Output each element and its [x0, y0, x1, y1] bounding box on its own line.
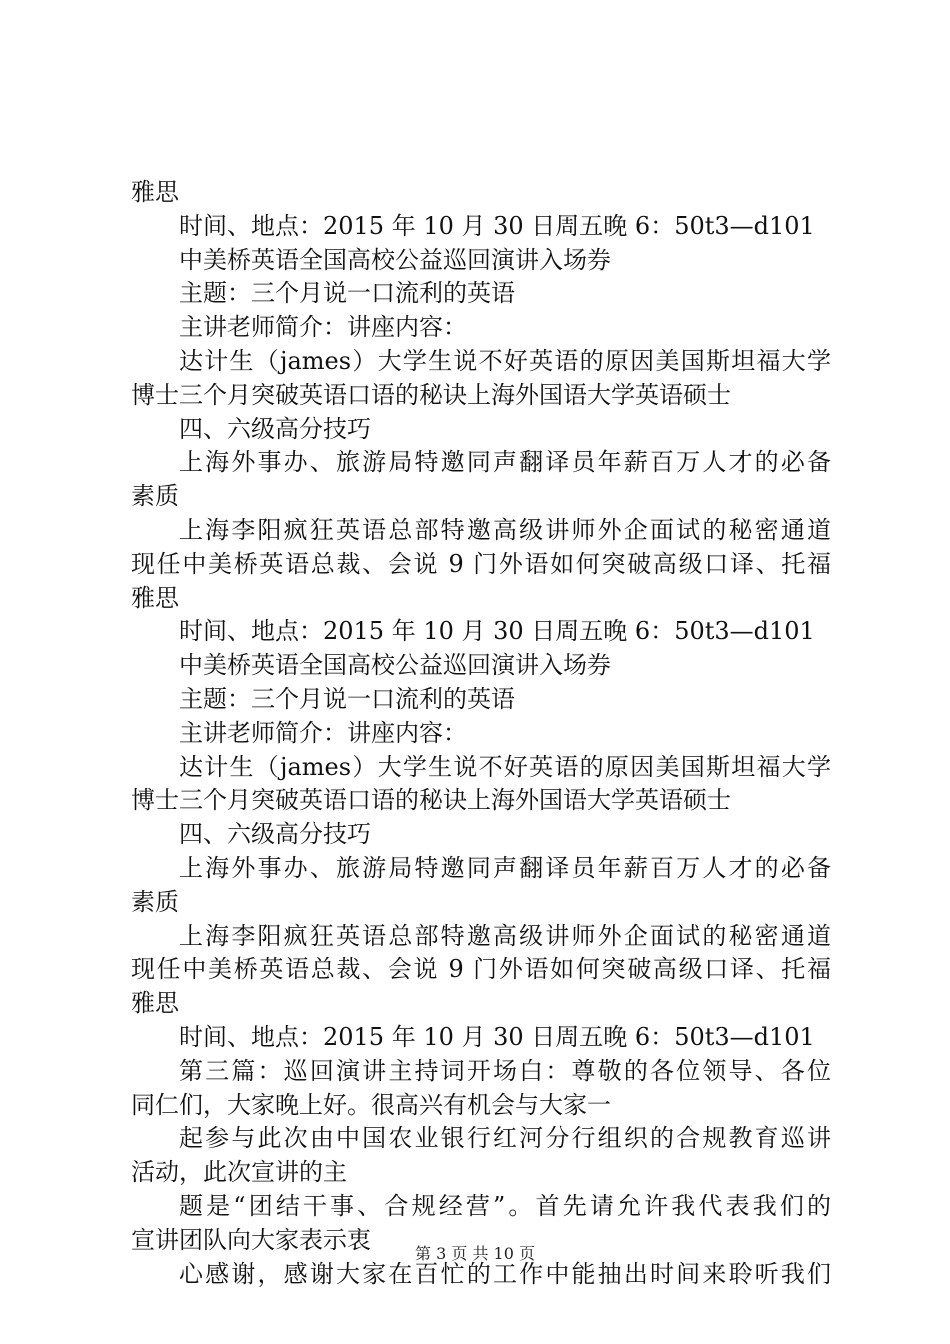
text-line: 博士三个月突破英语口语的秘诀上海外国语大学英语硕士 — [131, 380, 731, 409]
text-line: 时间、地点：2015 年 10 月 30 日周五晚 6：50t3—d101 — [179, 211, 815, 240]
text-line: 素质 — [131, 482, 179, 511]
text-line: 中美桥英语全国高校公益巡回演讲入场券 — [179, 245, 611, 274]
text-line: 现任中美桥英语总裁、会说 9 门外语如何突破高级口译、托福 — [131, 549, 831, 578]
text-line: 主讲老师简介：讲座内容： — [179, 718, 467, 747]
text-line: 题是“团结干事、合规经营”。首先请允许我代表我们的 — [179, 1191, 831, 1220]
text-line: 素质 — [131, 887, 179, 916]
text-line: 上海李阳疯狂英语总部特邀高级讲师外企面试的秘密通道 — [179, 515, 831, 544]
text-line: 第三篇：巡回演讲主持词开场白：尊敬的各位领导、各位 — [179, 1056, 831, 1085]
text-line: 上海外事办、旅游局特邀同声翻译员年薪百万人才的必备 — [179, 448, 831, 477]
text-line: 现任中美桥英语总裁、会说 9 门外语如何突破高级口译、托福 — [131, 955, 831, 984]
text-line: 活动，此次宣讲的主 — [131, 1158, 347, 1187]
text-line: 四、六级高分技巧 — [179, 820, 371, 849]
text-line: 达计生（james）大学生说不好英语的原因美国斯坦福大学 — [179, 346, 831, 375]
text-line: 雅思 — [131, 178, 179, 206]
text-line: 同仁们，大家晚上好。很高兴有机会与大家一 — [131, 1090, 611, 1119]
text-line: 时间、地点：2015 年 10 月 30 日周五晚 6：50t3—d101 — [179, 1022, 815, 1051]
text-line: 主题：三个月说一口流利的英语 — [179, 279, 515, 308]
text-line: 心感谢，感谢大家在百忙的工作中能抽出时间来聆听我们 — [179, 1259, 831, 1288]
text-line: 博士三个月突破英语口语的秘诀上海外国语大学英语硕士 — [131, 786, 731, 815]
page-footer: 第 3 页 共 10 页 — [415, 1244, 535, 1263]
text-line: 上海李阳疯狂英语总部特邀高级讲师外企面试的秘密通道 — [179, 921, 831, 950]
text-line: 四、六级高分技巧 — [179, 414, 371, 443]
text-line: 宣讲团队向大家表示衷 — [131, 1225, 371, 1254]
document-body — [131, 176, 831, 1291]
text-line: 主题：三个月说一口流利的英语 — [179, 684, 515, 713]
text-line: 上海外事办、旅游局特邀同声翻译员年薪百万人才的必备 — [179, 853, 831, 882]
text-line: 时间、地点：2015 年 10 月 30 日周五晚 6：50t3—d101 — [179, 617, 815, 646]
text-line: 雅思 — [131, 583, 179, 612]
text-line: 主讲老师简介：讲座内容： — [179, 313, 467, 342]
text-line: 中美桥英语全国高校公益巡回演讲入场券 — [179, 651, 611, 680]
text-line: 雅思 — [131, 989, 179, 1018]
text-line: 达计生（james）大学生说不好英语的原因美国斯坦福大学 — [179, 752, 831, 781]
text-line: 起参与此次由中国农业银行红河分行组织的合规教育巡讲 — [179, 1124, 831, 1153]
